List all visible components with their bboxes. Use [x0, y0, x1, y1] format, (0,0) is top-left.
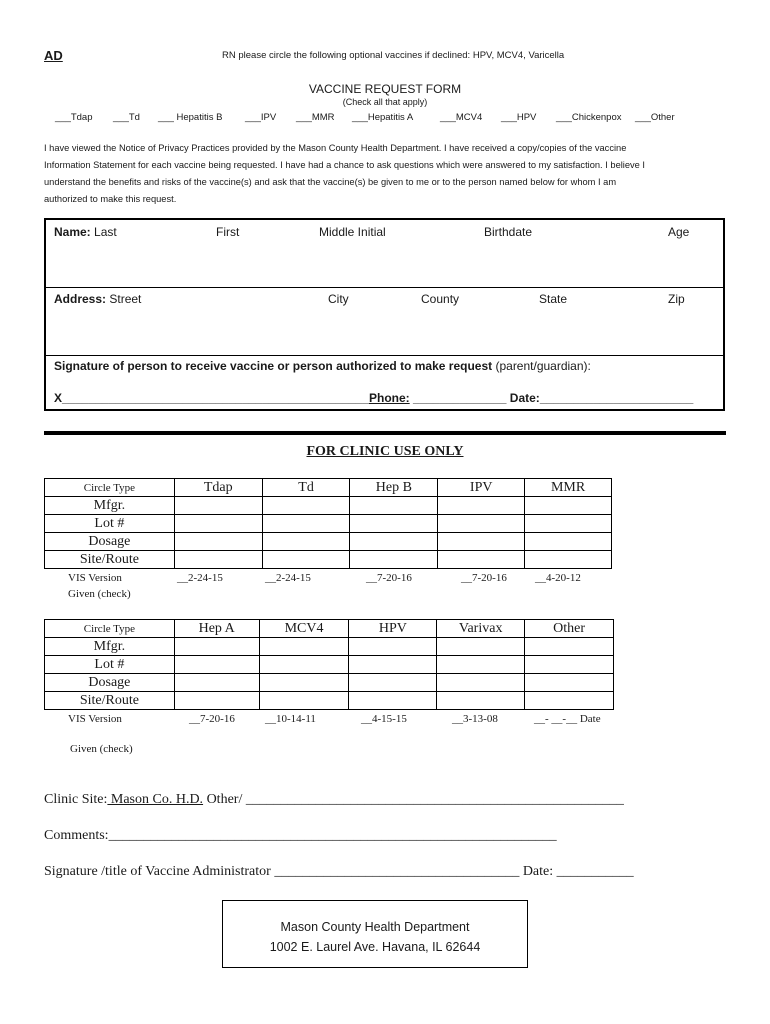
table-cell[interactable] [438, 515, 525, 533]
table-cell[interactable] [349, 674, 437, 692]
comments-field[interactable]: ________________________________________________________________ [108, 828, 557, 843]
notice-line: Information Statement for each vaccine being requested. I have had a chance to ask questions which were answered to my satisfaction. I believe I [44, 160, 646, 170]
table-cell[interactable] [259, 674, 349, 692]
option-td[interactable]: ___Td [113, 112, 140, 123]
table-cell[interactable] [437, 692, 525, 710]
table-row [45, 692, 614, 710]
vis-version-label: VIS Version [68, 713, 122, 725]
date-label: Date: [509, 391, 540, 405]
table-cell[interactable] [349, 656, 437, 674]
table-cell[interactable] [438, 551, 525, 569]
table-row [45, 656, 614, 674]
clinic-site-label: Clinic Site: [44, 792, 108, 807]
address-label: Address: [54, 292, 107, 306]
option-tdap[interactable]: ___Tdap [55, 112, 93, 123]
vaccine-column-header[interactable]: HPV [349, 620, 437, 638]
vaccine-column-header[interactable]: MCV4 [259, 620, 349, 638]
consent-notice [44, 140, 734, 208]
table-cell[interactable] [525, 656, 614, 674]
phone-field[interactable]: ______________ [413, 391, 507, 405]
option-mmr[interactable]: ___MMR [296, 112, 335, 123]
table-cell[interactable] [438, 497, 525, 515]
table-cell[interactable] [350, 515, 438, 533]
table-row [45, 479, 612, 497]
table-cell[interactable] [350, 497, 438, 515]
option-mcv4[interactable]: ___MCV4 [440, 112, 483, 123]
table-cell[interactable] [525, 551, 612, 569]
administrator-label: Signature /title of Vaccine Administrator [44, 864, 275, 879]
city-field[interactable]: City [328, 292, 349, 306]
table-row [45, 674, 614, 692]
address-line-1: Mason County Health Department [280, 920, 470, 934]
vis-tdap[interactable]: __2-24-15 [177, 572, 223, 584]
vis-td[interactable]: __2-24-15 [265, 572, 311, 584]
age-field[interactable]: Age [668, 225, 690, 239]
date-field[interactable]: _______________________ [539, 391, 694, 405]
table-cell[interactable] [174, 674, 259, 692]
table-row [45, 620, 614, 638]
zip-field[interactable]: Zip [668, 292, 685, 306]
vaccine-column-header[interactable]: MMR [525, 479, 612, 497]
row-label: Mfgr. [45, 497, 175, 515]
table-cell[interactable] [262, 515, 350, 533]
address-block [222, 900, 528, 968]
row-label: Lot # [45, 515, 175, 533]
divider [46, 355, 723, 356]
table-cell[interactable] [259, 656, 349, 674]
clinic-table-2 [44, 619, 614, 710]
row-label: Dosage [45, 533, 175, 551]
table-row [45, 515, 612, 533]
comments-label: Comments: [44, 828, 109, 843]
table-cell[interactable] [259, 692, 349, 710]
option-chickenpox[interactable]: ___Chickenpox [556, 112, 622, 123]
name-row [54, 225, 117, 239]
vis-hep-b[interactable]: __7-20-16 [366, 572, 412, 584]
clinic-site-row [44, 792, 624, 808]
row-label: Site/Route [45, 692, 175, 710]
table-row [45, 551, 612, 569]
table-cell[interactable] [525, 692, 614, 710]
state-field[interactable]: State [539, 292, 568, 306]
vis-other[interactable]: __- __-__ Date [534, 713, 601, 725]
signature-line-row [54, 391, 693, 405]
vaccine-column-header[interactable]: Hep A [174, 620, 259, 638]
option-ipv[interactable]: ___IPV [245, 112, 277, 123]
table-cell[interactable] [262, 533, 350, 551]
given-check-label: Given (check) [70, 743, 133, 755]
vis-version-label: VIS Version [68, 572, 122, 584]
other-label: Other/ [203, 792, 246, 807]
vaccine-column-header[interactable]: Other [525, 620, 614, 638]
vis-hep-a[interactable]: __7-20-16 [189, 713, 235, 725]
notice-line: understand the benefits and risks of the vaccine(s) and ask that the vaccine(s) be given to me or to the person named below for whom I am [44, 177, 617, 187]
row-label: Mfgr. [45, 638, 175, 656]
table-cell[interactable] [437, 674, 525, 692]
row-label: Site/Route [45, 551, 175, 569]
table-cell[interactable] [262, 551, 350, 569]
given-check-label: Given (check) [68, 588, 131, 600]
birthdate-field[interactable]: Birthdate [484, 225, 533, 239]
phone-label: Phone: [369, 391, 410, 405]
table-cell[interactable] [437, 656, 525, 674]
table-cell[interactable] [259, 638, 349, 656]
table-row [45, 638, 614, 656]
table-cell[interactable] [174, 638, 259, 656]
vis-mcv4[interactable]: __10-14-11 [265, 713, 316, 725]
option-other[interactable]: ___Other [635, 112, 675, 123]
table-cell[interactable] [174, 533, 262, 551]
administrator-date-field[interactable]: ___________ [556, 864, 634, 879]
table-cell[interactable] [349, 692, 437, 710]
table-cell[interactable] [349, 638, 437, 656]
name-last-field[interactable]: Last [94, 225, 117, 239]
other-field[interactable]: ______________________________________________________ [245, 792, 624, 807]
table-cell[interactable] [438, 533, 525, 551]
table-cell[interactable] [525, 638, 614, 656]
table-cell[interactable] [525, 515, 612, 533]
name-middle-initial-field[interactable]: Middle Initial [319, 225, 386, 239]
street-field[interactable]: Street [109, 292, 142, 306]
clinic-table-1 [44, 478, 612, 569]
option-hepatitis-a[interactable]: ___Hepatitis A [352, 112, 414, 123]
option-hpv[interactable]: ___HPV [501, 112, 537, 123]
vaccine-column-header[interactable]: Hep B [350, 479, 438, 497]
table-cell[interactable] [525, 533, 612, 551]
table-row [45, 497, 612, 515]
row-label: Dosage [45, 674, 175, 692]
vaccine-column-header[interactable]: Td [262, 479, 350, 497]
table-cell[interactable] [174, 656, 259, 674]
administrator-row [44, 864, 634, 880]
table-cell[interactable] [437, 638, 525, 656]
table-cell[interactable] [525, 674, 614, 692]
name-first-field[interactable]: First [216, 225, 240, 239]
optional-vaccines-note: RN please circle the following optional vaccines if declined: HPV, MCV4, Varicella [222, 50, 565, 61]
county-field[interactable]: County [421, 292, 460, 306]
address-row [54, 292, 141, 306]
table-cell[interactable] [174, 497, 262, 515]
vaccine-column-header[interactable]: IPV [438, 479, 525, 497]
vaccine-column-header[interactable]: Tdap [174, 479, 262, 497]
table-cell[interactable] [350, 533, 438, 551]
table-cell[interactable] [174, 515, 262, 533]
address-line-2: 1002 E. Laurel Ave. Havana, IL 62644 [269, 940, 481, 954]
vis-hpv[interactable]: __4-15-15 [361, 713, 407, 725]
form-title: VACCINE REQUEST FORM [308, 82, 462, 96]
table-cell[interactable] [174, 692, 259, 710]
administrator-signature-field[interactable]: ___________________________________ [274, 864, 520, 879]
clinic-use-title: FOR CLINIC USE ONLY [306, 444, 464, 459]
table-cell[interactable] [525, 497, 612, 515]
signature-suffix: (parent/guardian): [495, 359, 591, 373]
notice-line: authorized to make this request. [44, 194, 177, 204]
vis-ipv[interactable]: __7-20-16 [461, 572, 507, 584]
form-subtitle: (Check all that apply) [342, 97, 428, 107]
option-hepatitis-b[interactable]: ___ Hepatitis B [158, 112, 223, 123]
row-label: Lot # [45, 656, 175, 674]
divider [46, 287, 723, 288]
vis-varivax[interactable]: __3-13-08 [452, 713, 498, 725]
vis-mmr[interactable]: __4-20-12 [535, 572, 581, 584]
ad-label: AD [44, 48, 63, 63]
signature-field[interactable]: X______________________________________________ [54, 391, 369, 405]
signature-label: Signature of person to receive vaccine or person authorized to make request [54, 359, 493, 373]
clinic-site-value[interactable]: Mason Co. H.D. [107, 792, 204, 807]
table-cell[interactable] [350, 551, 438, 569]
table-cell[interactable] [174, 551, 262, 569]
notice-line: I have viewed the Notice of Privacy Practices provided by the Mason County Health Department. I have received a copy/copies of the vaccine [44, 143, 627, 153]
table-cell[interactable] [262, 497, 350, 515]
signature-heading [54, 359, 591, 373]
comments-row [44, 828, 557, 844]
table-row [45, 533, 612, 551]
request-box [44, 218, 725, 411]
row-label: Circle Type [45, 620, 175, 638]
name-label: Name: [54, 225, 91, 239]
section-divider [44, 431, 726, 435]
row-label: Circle Type [45, 479, 175, 497]
vaccine-column-header[interactable]: Varivax [437, 620, 525, 638]
administrator-date-label: Date: [519, 864, 557, 879]
